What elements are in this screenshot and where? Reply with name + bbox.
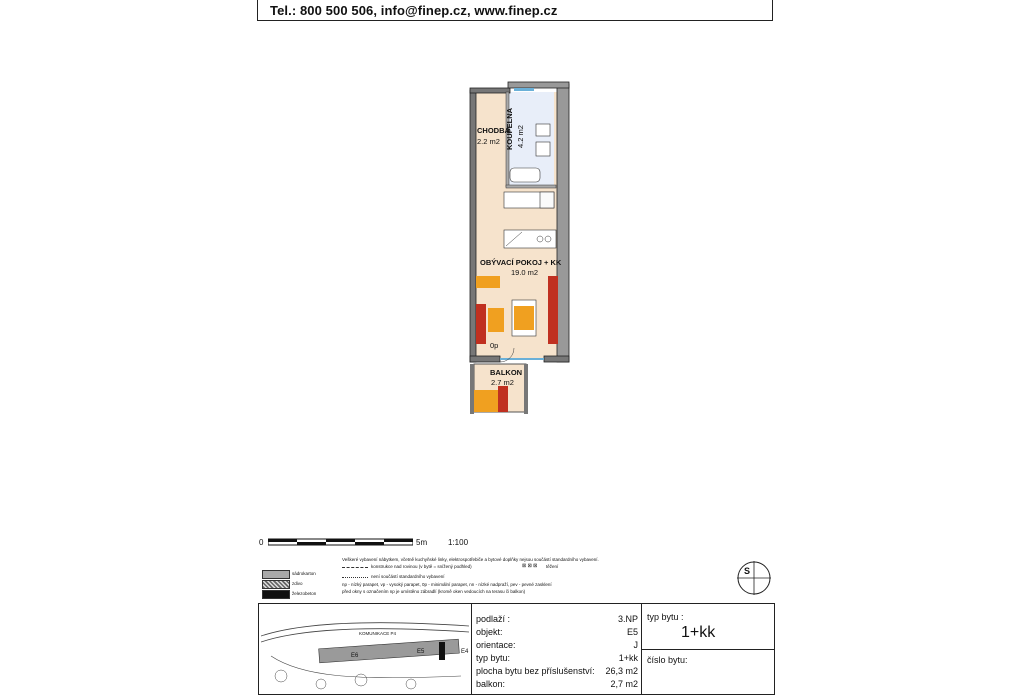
legend-label-2: železobeton — [292, 591, 317, 596]
scale-end: 5m — [416, 538, 428, 547]
scale-start: 0 — [259, 538, 264, 547]
bed — [476, 276, 500, 288]
type-label: typ bytu : — [647, 612, 684, 622]
note-dash — [342, 567, 368, 568]
bathroom-wall-bottom — [506, 185, 556, 188]
info-row-objekt: objekt: E5 — [476, 627, 638, 637]
site-map-building-2: E4 — [461, 649, 469, 655]
info-table — [258, 603, 775, 695]
info-row-plocha: plocha bytu bez příslušenství: 26,3 m2 — [476, 666, 638, 676]
washbasin — [536, 142, 550, 156]
left-wall — [470, 90, 476, 362]
legend-label-1: zdivo — [292, 581, 303, 586]
type-value: 1+kk — [681, 624, 716, 641]
room-label-obyvaci: OBÝVACÍ POKOJ + KK — [480, 258, 562, 267]
note-line-2: konstrukce nad rovinou (v bytě = snížený podhled) — [371, 564, 472, 569]
room-area-obyvaci: 19.0 m2 — [511, 268, 539, 277]
site-map-building-1: E5 — [417, 649, 425, 655]
note-line-3: není součástí standardního vybavení — [371, 574, 445, 579]
wardrobe — [548, 276, 558, 344]
armchair — [488, 308, 504, 332]
kitchen-counter — [504, 230, 556, 248]
legend-swatch-1 — [262, 580, 290, 589]
scale-bar — [268, 538, 413, 548]
note-line-4: np - nízký parapet, vp - vysoký parapet, 0p - minimální parapet, nn - nízké nadpraží, pev - pevné zasklení — [342, 582, 552, 587]
contact-line: Tel.: 800 500 506, info@finep.cz, www.finep.cz — [270, 3, 558, 18]
info-row-balkon: balkon: 2,7 m2 — [476, 679, 638, 689]
right-wall — [557, 84, 569, 362]
room-area-balkon: 2.7 m2 — [491, 378, 514, 387]
note-icons: ⊠ ⊠ ⊠ — [522, 563, 538, 569]
legend-swatch-0 — [262, 570, 290, 579]
compass-letter: S — [744, 566, 751, 576]
site-map — [261, 606, 469, 692]
legend-label-0: sádrokarton — [292, 571, 316, 576]
sofa — [476, 304, 486, 344]
bathroom-window — [514, 88, 534, 91]
room-label-koupelna: KOUPELNA — [505, 107, 514, 150]
info-row-podlazi: podlaží : 3.NP — [476, 614, 638, 624]
note-dots — [342, 577, 368, 578]
room-label-chodba: CHODBA — [477, 126, 510, 135]
info-row-orientace: orientace: J — [476, 640, 638, 650]
room-label-balkon: BALKON — [490, 368, 523, 377]
note-line-2b: těžení — [546, 564, 559, 569]
number-label: číslo bytu: — [647, 655, 688, 665]
site-map-building-0: E6 — [351, 653, 359, 659]
toilet — [536, 124, 550, 136]
note-line-5: před okny s označením np je umístěno zábradlí (kromě oken vedoucích na terasu či balkon) — [342, 589, 526, 594]
scale-ratio: 1:100 — [448, 538, 469, 547]
compass-icon — [736, 560, 772, 596]
top-wall-left — [470, 88, 510, 93]
site-map-street: KOMUNIKACE P4 — [359, 631, 397, 636]
room-area-koupelna: 4.2 m2 — [516, 125, 525, 148]
room-area-chodba: 2.2 m2 — [477, 137, 500, 146]
bathtub — [510, 168, 540, 182]
note-line-1: Veškeré vybavení nábytkem, včetně kuchyňské linky, elektrospotřebiče a bytové doplňky nejsou součástí standardního vybavení. — [342, 557, 599, 562]
window-label: 0p — [490, 341, 499, 350]
info-row-typ: typ bytu: 1+kk — [476, 653, 638, 663]
top-wall-right — [508, 82, 569, 88]
legend-swatch-2 — [262, 590, 290, 599]
